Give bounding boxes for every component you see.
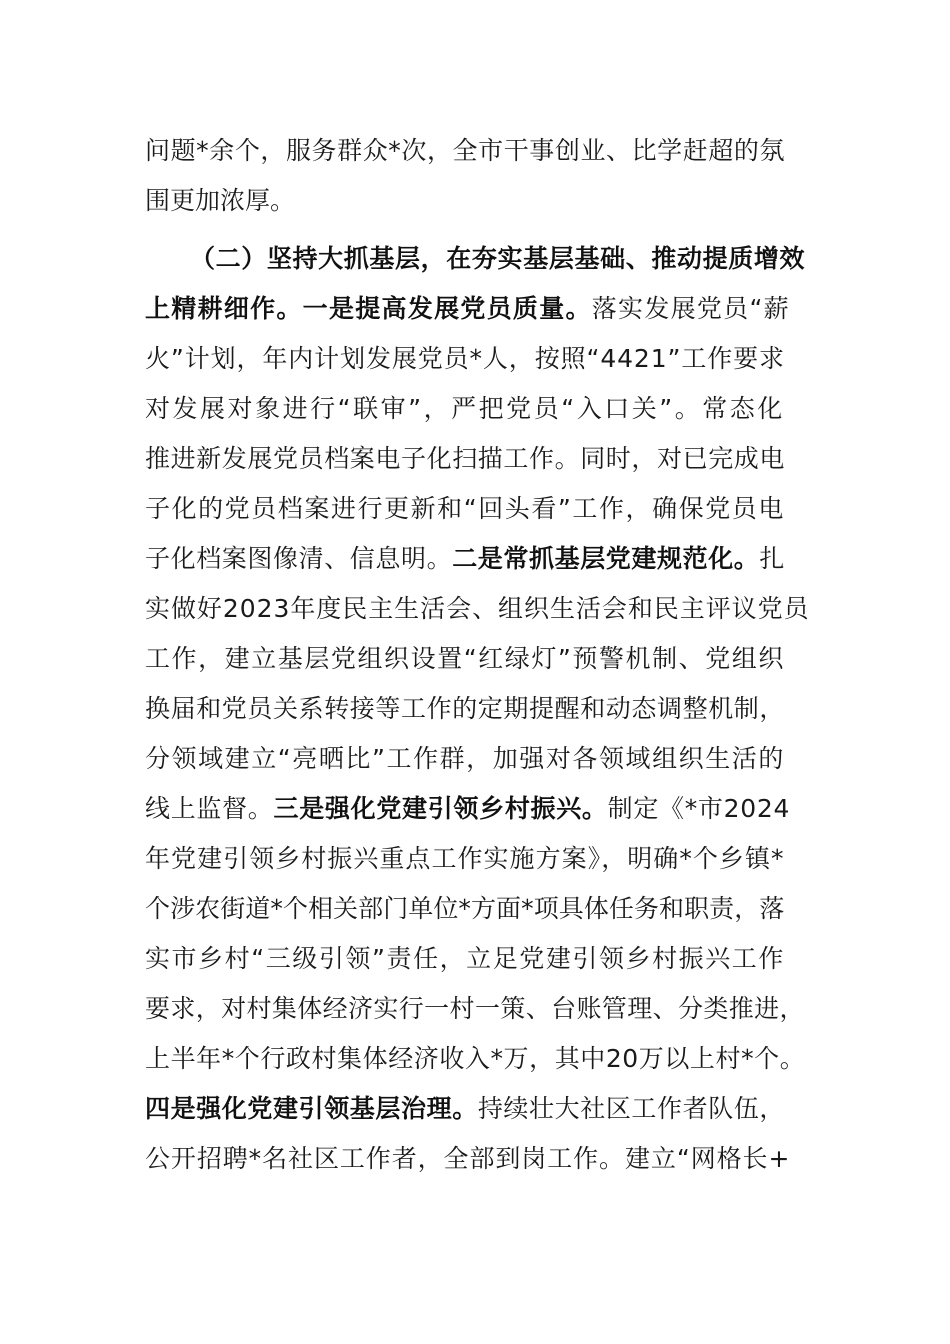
body-text: 子化档案图像清、信息明。 <box>145 544 453 573</box>
body-text: 制定《*市2024 <box>607 794 791 823</box>
body-text: 落实发展党员“薪 <box>591 294 790 323</box>
body-text: 线上监督。 <box>145 794 274 823</box>
text-line <box>145 634 785 684</box>
bold-heading-text: 三是强化党建引领乡村振兴。 <box>273 794 608 823</box>
body-text: 围更加浓厚。 <box>145 186 296 215</box>
text-line <box>145 284 790 334</box>
text-line <box>145 334 785 384</box>
text-line <box>145 884 784 934</box>
body-text: 公开招聘*名社区工作者，全部到岗工作。建立“网格长+ <box>145 1144 791 1173</box>
text-line <box>190 234 805 284</box>
body-text: 火”计划，年内计划发展党员*人，按照“4421”工作要求 <box>145 344 785 373</box>
body-text: 要求，对村集体经济实行一村一策、台账管理、分类推进， <box>145 994 805 1023</box>
text-line <box>145 1134 790 1184</box>
body-text: 上半年*个行政村集体经济收入*万，其中20万以上村*个。 <box>145 1044 806 1073</box>
text-line <box>145 684 785 734</box>
text-line <box>145 1084 785 1134</box>
text-line <box>145 834 785 884</box>
text-line <box>145 484 785 534</box>
text-line <box>145 784 790 834</box>
text-line <box>145 734 785 784</box>
body-text: 持续壮大社区工作者队伍， <box>477 1094 786 1123</box>
body-text: 子化的党员档案进行更新和“回头看”工作，确保党员电 <box>145 494 785 523</box>
body-text: 推进新发展党员档案电子化扫描工作。同时，对已完成电 <box>145 444 786 473</box>
text-line <box>145 584 810 634</box>
body-text: 工作，建立基层党组织设置“红绿灯”预警机制、党组织 <box>145 644 785 673</box>
text-line <box>145 126 785 176</box>
text-line <box>145 534 785 584</box>
text-line <box>145 934 785 984</box>
body-text: 问题*余个，服务群众*次，全市干事创业、比学赶超的氛 <box>145 136 786 165</box>
text-line <box>145 984 805 1034</box>
body-text: 年党建引领乡村振兴重点工作实施方案》，明确*个乡镇* <box>145 844 785 873</box>
bold-heading-text: （二）坚持大抓基层，在夯实基层基础、推动提质增效 <box>190 244 806 273</box>
body-text: 个涉农街道*个相关部门单位*方面*项具体任务和职责，落 <box>145 894 785 923</box>
text-line <box>145 1034 805 1084</box>
bold-heading-text: 二是常抓基层党建规范化。 <box>452 544 760 573</box>
body-text: 实做好2023年度民主生活会、组织生活会和民主评议党员 <box>145 594 810 623</box>
body-text: 换届和党员关系转接等工作的定期提醒和动态调整机制， <box>145 694 786 723</box>
text-line <box>145 384 785 434</box>
body-text: 扎 <box>759 544 786 573</box>
body-text: 分领域建立“亮晒比”工作群，加强对各领域组织生活的 <box>145 744 785 773</box>
bold-heading-text: 四是强化党建引领基层治理。 <box>145 1094 478 1123</box>
body-text: 实市乡村“三级引领”责任，立足党建引领乡村振兴工作 <box>145 944 785 973</box>
text-line <box>145 176 295 226</box>
text-line <box>145 434 785 484</box>
body-text: 对发展对象进行“联审”，严把党员“入口关”。常态化 <box>145 394 785 423</box>
bold-heading-text: 上精耕细作。一是提高发展党员质量。 <box>145 294 592 323</box>
